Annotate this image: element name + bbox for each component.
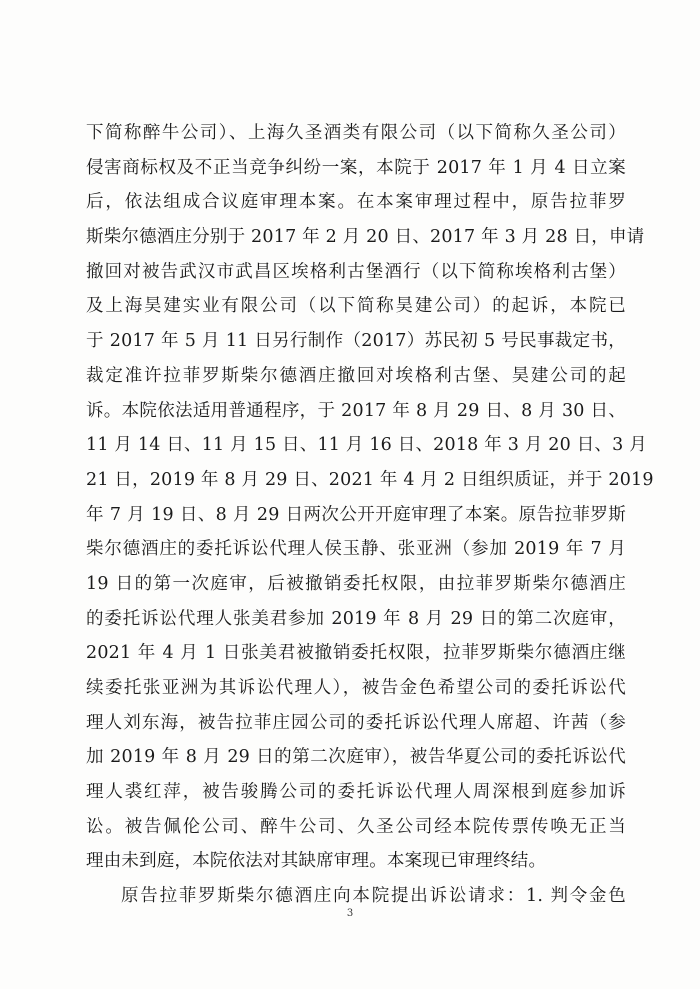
text-line: 年 7 月 19 日、8 月 29 日两次公开开庭审理了本案。原告拉菲罗斯 (86, 504, 626, 525)
text-line: 讼。被告佩伦公司、醉牛公司、久圣公司经本院传票传唤无正当 (86, 816, 626, 837)
body-text (86, 116, 654, 914)
text-line: 11 月 14 日、11 月 15 日、11 月 16 日、2018 年 3 月 20 日、3 月 (86, 435, 647, 456)
text-line: 诉。本院依法适用普通程序，于 2017 年 8 月 29 日、8 月 30 日、 (86, 400, 626, 421)
text-line: 侵害商标权及不正当竞争纠纷一案，本院于 2017 年 1 月 4 日立案 (86, 157, 626, 178)
text-line: 及上海昊建实业有限公司（以下简称昊建公司）的起诉，本院已 (86, 296, 626, 317)
page-number: 3 (346, 908, 354, 919)
text-line: 斯柴尔德酒庄分别于 2017 年 2 月 20 日、2017 年 3 月 28 日，申请 (86, 227, 645, 248)
text-line: 理人刘东海，被告拉菲庄园公司的委托诉讼代理人席超、许茜（参 (86, 712, 626, 733)
text-line: 2021 年 4 月 1 日张美君被撤销委托权限，拉菲罗斯柴尔德酒庄继 (86, 643, 626, 664)
text-line: 的委托诉讼代理人张美君参加 2019 年 8 月 29 日的第二次庭审， (86, 608, 626, 629)
text-line: 后，依法组成合议庭审理本案。在本案审理过程中，原告拉菲罗 (86, 192, 626, 213)
text-line: 柴尔德酒庄的委托诉讼代理人侯玉静、张亚洲（参加 2019 年 7 月 (86, 539, 626, 560)
text-line: 于 2017 年 5 月 11 日另行制作（2017）苏民初 5 号民事裁定书， (86, 331, 626, 352)
text-line-paragraph-start: 原告拉菲罗斯柴尔德酒庄向本院提出诉讼请求：1. 判令金色 (121, 886, 626, 907)
text-line: 加 2019 年 8 月 29 日的第二次庭审），被告华夏公司的委托诉讼代 (86, 747, 626, 768)
text-line: 19 日的第一次庭审，后被撤销委托权限，由拉菲罗斯柴尔德酒庄 (86, 573, 626, 594)
text-line: 裁定准许拉菲罗斯柴尔德酒庄撤回对埃格利古堡、昊建公司的起 (86, 365, 626, 386)
text-line: 续委托张亚洲为其诉讼代理人），被告金色希望公司的委托诉讼代 (86, 678, 626, 698)
text-line: 理由未到庭，本院依法对其缺席审理。本案现已审理终结。 (86, 851, 547, 872)
text-line: 21 日，2019 年 8 月 29 日、2021 年 4 月 2 日组织质证，并于 2019 (86, 469, 654, 490)
text-line: 理人裘红萍，被告骏腾公司的委托诉讼代理人周深根到庭参加诉 (86, 782, 626, 803)
text-line: 撤回对被告武汉市武昌区埃格利古堡酒行（以下简称埃格利古堡） (86, 261, 626, 282)
text-line: 下简称醉牛公司）、上海久圣酒类有限公司（以下简称久圣公司） (86, 123, 626, 143)
